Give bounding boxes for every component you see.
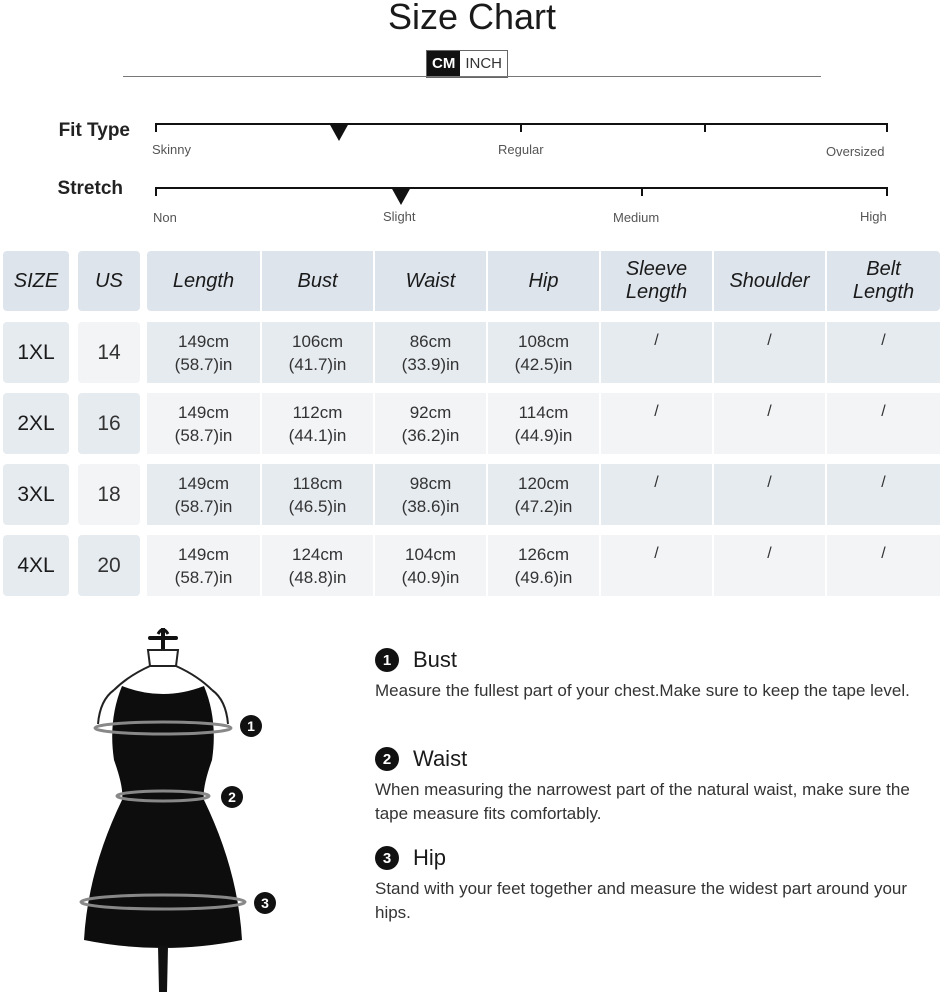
- value-in: (33.9)in: [401, 354, 460, 374]
- row-hip: [488, 393, 599, 454]
- value-in: (49.6)in: [514, 567, 573, 587]
- row-waist: [375, 322, 486, 383]
- value-in: (36.2)in: [401, 425, 460, 445]
- fit-type-tick: [520, 123, 522, 132]
- guide-text: Stand with your feet together and measure the widest part around your hips.: [375, 879, 908, 922]
- number-3-icon: 3: [375, 846, 399, 870]
- row-shoulder: /: [714, 322, 825, 383]
- row-length: [147, 322, 260, 383]
- guide-hip: [375, 845, 935, 925]
- guide-text: Measure the fullest part of your chest.Make sure to keep the tape level.: [375, 681, 910, 700]
- row-waist: [375, 535, 486, 596]
- row-sleeve-length: /: [601, 322, 712, 383]
- value-in: (58.7)in: [174, 567, 233, 587]
- row-waist: [375, 464, 486, 525]
- value-in: (44.9)in: [514, 425, 573, 445]
- title-divider: [123, 76, 821, 77]
- value-in: (47.2)in: [514, 496, 573, 516]
- stretch-tick: [641, 187, 643, 196]
- stretch-option-slight: Slight: [383, 209, 416, 224]
- row-sleeve-length: /: [601, 535, 712, 596]
- page-title: Size Chart: [387, 0, 557, 37]
- row-us: 14: [78, 322, 140, 383]
- guide-heading: [375, 746, 935, 772]
- header-bust: Bust: [262, 251, 373, 311]
- value-cm: 126cm: [517, 544, 570, 564]
- guide-text: When measuring the narrowest part of the natural waist, make sure the tape measure fits comfortably.: [375, 780, 910, 823]
- hip-marker-icon: [254, 892, 276, 914]
- bust-marker-icon: [240, 715, 262, 737]
- value-cm: 149cm: [177, 473, 230, 493]
- guide-bust: [375, 647, 935, 703]
- header-belt-length: [827, 251, 940, 311]
- dress-mannequin-icon: [70, 620, 290, 1000]
- fit-type-tick: [704, 123, 706, 132]
- row-shoulder: /: [714, 393, 825, 454]
- value-cm: 149cm: [177, 544, 230, 564]
- fit-type-tick: [155, 123, 157, 132]
- row-shoulder: /: [714, 464, 825, 525]
- row-waist: [375, 393, 486, 454]
- unit-inch-option[interactable]: INCH: [460, 51, 507, 77]
- header-sleeve-line1: Sleeve: [625, 258, 688, 280]
- header-us: US: [78, 251, 140, 311]
- value-in: (38.6)in: [401, 496, 460, 516]
- stretch-option-non: Non: [153, 210, 177, 225]
- value-cm: 118cm: [292, 473, 343, 493]
- row-size: 1XL: [3, 322, 69, 383]
- value-cm: 112cm: [292, 402, 343, 422]
- fit-type-option-regular: Regular: [498, 142, 544, 157]
- value-cm: 149cm: [177, 402, 230, 422]
- value-in: (46.5)in: [288, 496, 347, 516]
- row-hip: [488, 322, 599, 383]
- row-belt-length: /: [827, 535, 940, 596]
- row-belt-length: /: [827, 322, 940, 383]
- fit-type-label: Fit Type: [58, 120, 130, 141]
- value-cm: 108cm: [517, 331, 570, 351]
- row-hip: [488, 464, 599, 525]
- row-size: 3XL: [3, 464, 69, 525]
- number-1-icon: 1: [375, 648, 399, 672]
- stretch-marker-icon: [391, 187, 411, 205]
- value-cm: 106cm: [291, 331, 344, 351]
- value-in: (44.1)in: [288, 425, 347, 445]
- value-cm: 149cm: [177, 331, 230, 351]
- unit-cm-option[interactable]: CM: [427, 51, 460, 77]
- row-bust: [262, 322, 373, 383]
- header-belt-line1: Belt: [866, 258, 901, 280]
- stretch-option-high: High: [860, 209, 887, 224]
- number-2-icon: 2: [375, 747, 399, 771]
- row-sleeve-length: /: [601, 393, 712, 454]
- row-belt-length: /: [827, 393, 940, 454]
- row-length: [147, 393, 260, 454]
- header-shoulder: Shoulder: [714, 251, 825, 311]
- row-size: 2XL: [3, 393, 69, 454]
- hip-marker-number: 3: [261, 895, 269, 911]
- guide-heading: [375, 845, 935, 871]
- fit-type-option-skinny: Skinny: [152, 142, 192, 157]
- stretch-label: Stretch: [57, 178, 123, 199]
- row-belt-length: /: [827, 464, 940, 525]
- fit-type-tick: [886, 123, 888, 132]
- waist-marker-number: 2: [228, 789, 236, 805]
- value-in: (58.7)in: [174, 425, 233, 445]
- header-hip: Hip: [488, 251, 599, 311]
- value-cm: 120cm: [517, 473, 570, 493]
- value-cm: 92cm: [409, 402, 452, 422]
- waist-marker-icon: [221, 786, 243, 808]
- header-sleeve-length: [601, 251, 712, 311]
- row-bust: [262, 535, 373, 596]
- header-belt-line2: Length: [852, 281, 915, 303]
- guide-heading: [375, 647, 935, 673]
- value-in: (42.5)in: [514, 354, 573, 374]
- fit-type-option-oversized: Oversized: [826, 144, 885, 159]
- value-in: (58.7)in: [174, 496, 233, 516]
- row-length: [147, 464, 260, 525]
- row-us: 16: [78, 393, 140, 454]
- row-us: 20: [78, 535, 140, 596]
- unit-toggle[interactable]: [426, 50, 508, 78]
- header-waist: Waist: [375, 251, 486, 311]
- row-bust: [262, 464, 373, 525]
- bust-marker-number: 1: [247, 718, 255, 734]
- row-sleeve-length: /: [601, 464, 712, 525]
- value-cm: 104cm: [404, 544, 457, 564]
- stretch-scale-line: [155, 187, 888, 189]
- guide-waist: [375, 746, 935, 826]
- row-bust: [262, 393, 373, 454]
- stretch-tick: [886, 187, 888, 196]
- row-shoulder: /: [714, 535, 825, 596]
- header-length: Length: [147, 251, 260, 311]
- value-cm: 114cm: [518, 402, 569, 422]
- header-sleeve-line2: Length: [625, 281, 688, 303]
- stretch-tick: [155, 187, 157, 196]
- row-size: 4XL: [3, 535, 69, 596]
- fit-type-marker-icon: [329, 123, 349, 141]
- value-cm: 98cm: [409, 473, 452, 493]
- header-size: SIZE: [3, 251, 69, 311]
- guide-title: Bust: [413, 647, 458, 672]
- row-length: [147, 535, 260, 596]
- value-in: (58.7)in: [174, 354, 233, 374]
- value-cm: 124cm: [291, 544, 344, 564]
- stretch-option-medium: Medium: [613, 210, 660, 225]
- value-in: (48.8)in: [288, 567, 347, 587]
- row-us: 18: [78, 464, 140, 525]
- guide-title: Waist: [413, 746, 468, 771]
- guide-title: Hip: [413, 845, 447, 870]
- value-cm: 86cm: [409, 331, 452, 351]
- value-in: (41.7)in: [288, 354, 347, 374]
- row-hip: [488, 535, 599, 596]
- value-in: (40.9)in: [401, 567, 460, 587]
